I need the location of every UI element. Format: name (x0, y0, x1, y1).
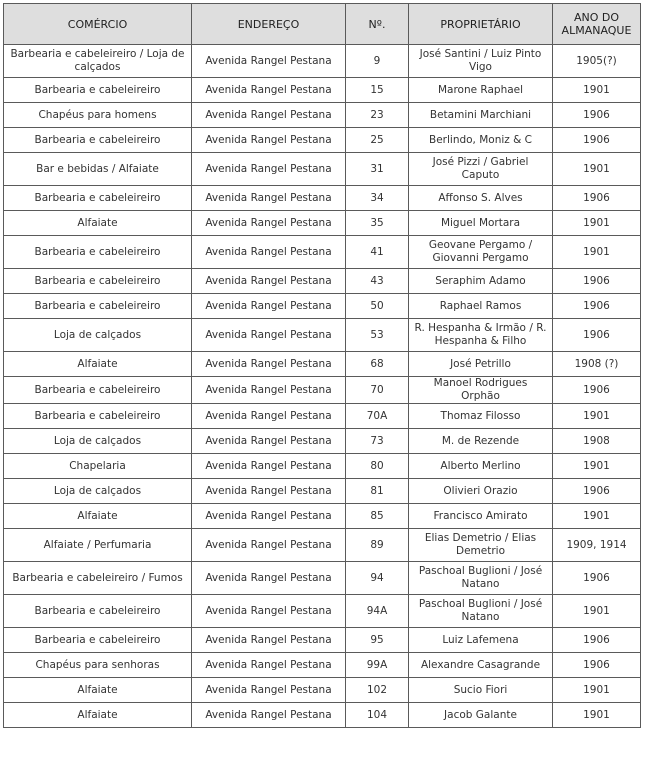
table-row (4, 703, 641, 728)
cell-endereco: Avenida Rangel Pestana (192, 377, 346, 404)
table-row (4, 352, 641, 377)
cell-numero: 15 (346, 78, 409, 103)
cell-ano: 1906 (553, 319, 641, 352)
cell-ano: 1908 (?) (553, 352, 641, 377)
cell-ano: 1901 (553, 404, 641, 429)
cell-ano: 1906 (553, 186, 641, 211)
header-row (4, 4, 641, 45)
cell-proprietario: Sucio Fiori (409, 678, 553, 703)
table-row (4, 454, 641, 479)
cell-endereco: Avenida Rangel Pestana (192, 628, 346, 653)
table-row (4, 103, 641, 128)
cell-comercio: Alfaiate (4, 352, 192, 377)
table-row (4, 595, 641, 628)
cell-endereco: Avenida Rangel Pestana (192, 103, 346, 128)
cell-endereco: Avenida Rangel Pestana (192, 153, 346, 186)
cell-endereco: Avenida Rangel Pestana (192, 211, 346, 236)
cell-proprietario: José Pizzi / Gabriel Caputo (409, 153, 553, 186)
table-row (4, 186, 641, 211)
cell-numero: 85 (346, 504, 409, 529)
cell-proprietario: Francisco Amirato (409, 504, 553, 529)
cell-comercio: Barbearia e cabeleireiro / Fumos (4, 562, 192, 595)
cell-comercio: Barbearia e cabeleireiro / Loja de calçados (4, 45, 192, 78)
table-row (4, 562, 641, 595)
header-proprietario: PROPRIETÁRIO (409, 4, 553, 45)
table-row (4, 653, 641, 678)
table-row (4, 294, 641, 319)
cell-comercio: Barbearia e cabeleireiro (4, 186, 192, 211)
cell-comercio: Loja de calçados (4, 319, 192, 352)
cell-proprietario: Raphael Ramos (409, 294, 553, 319)
cell-numero: 68 (346, 352, 409, 377)
cell-endereco: Avenida Rangel Pestana (192, 78, 346, 103)
cell-ano: 1908 (553, 429, 641, 454)
cell-ano: 1905(?) (553, 45, 641, 78)
cell-endereco: Avenida Rangel Pestana (192, 45, 346, 78)
cell-comercio: Loja de calçados (4, 429, 192, 454)
cell-ano: 1906 (553, 294, 641, 319)
cell-comercio: Alfaiate (4, 504, 192, 529)
cell-comercio: Barbearia e cabeleireiro (4, 128, 192, 153)
cell-comercio: Barbearia e cabeleireiro (4, 404, 192, 429)
cell-endereco: Avenida Rangel Pestana (192, 562, 346, 595)
cell-proprietario: Paschoal Buglioni / José Natano (409, 562, 553, 595)
cell-comercio: Loja de calçados (4, 479, 192, 504)
cell-comercio: Chapéus para homens (4, 103, 192, 128)
cell-proprietario: José Santini / Luiz Pinto Vigo (409, 45, 553, 78)
cell-comercio: Alfaiate (4, 211, 192, 236)
cell-comercio: Barbearia e cabeleireiro (4, 628, 192, 653)
cell-ano: 1906 (553, 377, 641, 404)
header-endereco: ENDEREÇO (192, 4, 346, 45)
cell-ano: 1906 (553, 628, 641, 653)
table-row (4, 628, 641, 653)
table-row (4, 504, 641, 529)
table-row (4, 211, 641, 236)
table-row (4, 153, 641, 186)
table-body (4, 45, 641, 728)
cell-numero: 104 (346, 703, 409, 728)
cell-ano: 1901 (553, 504, 641, 529)
table-row (4, 479, 641, 504)
table-row (4, 429, 641, 454)
cell-comercio: Alfaiate (4, 678, 192, 703)
cell-endereco: Avenida Rangel Pestana (192, 479, 346, 504)
cell-ano: 1906 (553, 562, 641, 595)
cell-endereco: Avenida Rangel Pestana (192, 236, 346, 269)
cell-numero: 53 (346, 319, 409, 352)
cell-endereco: Avenida Rangel Pestana (192, 186, 346, 211)
cell-comercio: Barbearia e cabeleireiro (4, 78, 192, 103)
cell-endereco: Avenida Rangel Pestana (192, 269, 346, 294)
cell-comercio: Barbearia e cabeleireiro (4, 269, 192, 294)
cell-numero: 9 (346, 45, 409, 78)
cell-endereco: Avenida Rangel Pestana (192, 454, 346, 479)
cell-proprietario: Geovane Pergamo / Giovanni Pergamo (409, 236, 553, 269)
cell-proprietario: Berlindo, Moniz & C (409, 128, 553, 153)
cell-endereco: Avenida Rangel Pestana (192, 128, 346, 153)
cell-numero: 41 (346, 236, 409, 269)
cell-comercio: Alfaiate (4, 703, 192, 728)
table-row (4, 269, 641, 294)
cell-proprietario: Manoel Rodrigues Orphão (409, 377, 553, 404)
cell-numero: 31 (346, 153, 409, 186)
cell-comercio: Alfaiate / Perfumaria (4, 529, 192, 562)
table-row (4, 529, 641, 562)
cell-endereco: Avenida Rangel Pestana (192, 703, 346, 728)
table-row (4, 236, 641, 269)
cell-proprietario: José Petrillo (409, 352, 553, 377)
cell-comercio: Barbearia e cabeleireiro (4, 595, 192, 628)
cell-ano: 1901 (553, 236, 641, 269)
cell-endereco: Avenida Rangel Pestana (192, 404, 346, 429)
cell-numero: 95 (346, 628, 409, 653)
cell-proprietario: Luiz Lafemena (409, 628, 553, 653)
cell-proprietario: Alberto Merlino (409, 454, 553, 479)
cell-endereco: Avenida Rangel Pestana (192, 595, 346, 628)
cell-numero: 94 (346, 562, 409, 595)
cell-ano: 1901 (553, 153, 641, 186)
cell-comercio: Barbearia e cabeleireiro (4, 294, 192, 319)
cell-ano: 1901 (553, 454, 641, 479)
table-row (4, 78, 641, 103)
cell-endereco: Avenida Rangel Pestana (192, 294, 346, 319)
cell-numero: 73 (346, 429, 409, 454)
cell-numero: 25 (346, 128, 409, 153)
cell-ano: 1901 (553, 678, 641, 703)
cell-endereco: Avenida Rangel Pestana (192, 429, 346, 454)
cell-ano: 1906 (553, 269, 641, 294)
cell-proprietario: Olivieri Orazio (409, 479, 553, 504)
cell-comercio: Barbearia e cabeleireiro (4, 236, 192, 269)
header-ano: ANO DO ALMANAQUE (553, 4, 641, 45)
cell-ano: 1906 (553, 128, 641, 153)
cell-endereco: Avenida Rangel Pestana (192, 529, 346, 562)
cell-endereco: Avenida Rangel Pestana (192, 653, 346, 678)
cell-numero: 99A (346, 653, 409, 678)
cell-numero: 89 (346, 529, 409, 562)
cell-proprietario: Seraphim Adamo (409, 269, 553, 294)
cell-numero: 34 (346, 186, 409, 211)
commerce-table (3, 3, 641, 728)
cell-endereco: Avenida Rangel Pestana (192, 352, 346, 377)
cell-comercio: Bar e bebidas / Alfaiate (4, 153, 192, 186)
cell-ano: 1901 (553, 78, 641, 103)
header-comercio: COMÉRCIO (4, 4, 192, 45)
cell-proprietario: M. de Rezende (409, 429, 553, 454)
cell-proprietario: Betamini Marchiani (409, 103, 553, 128)
cell-numero: 81 (346, 479, 409, 504)
cell-endereco: Avenida Rangel Pestana (192, 319, 346, 352)
table-row (4, 319, 641, 352)
cell-numero: 70 (346, 377, 409, 404)
cell-numero: 94A (346, 595, 409, 628)
cell-numero: 80 (346, 454, 409, 479)
cell-comercio: Barbearia e cabeleireiro (4, 377, 192, 404)
cell-comercio: Chapéus para senhoras (4, 653, 192, 678)
cell-ano: 1901 (553, 703, 641, 728)
cell-ano: 1906 (553, 479, 641, 504)
cell-proprietario: Marone Raphael (409, 78, 553, 103)
cell-proprietario: Jacob Galante (409, 703, 553, 728)
cell-proprietario: Affonso S. Alves (409, 186, 553, 211)
cell-ano: 1906 (553, 103, 641, 128)
cell-proprietario: Alexandre Casagrande (409, 653, 553, 678)
cell-ano: 1901 (553, 595, 641, 628)
header-numero: Nº. (346, 4, 409, 45)
table-row (4, 404, 641, 429)
cell-numero: 102 (346, 678, 409, 703)
cell-numero: 50 (346, 294, 409, 319)
cell-proprietario: Miguel Mortara (409, 211, 553, 236)
cell-proprietario: Thomaz Filosso (409, 404, 553, 429)
cell-numero: 23 (346, 103, 409, 128)
cell-comercio: Chapelaria (4, 454, 192, 479)
cell-numero: 35 (346, 211, 409, 236)
table-row (4, 128, 641, 153)
cell-numero: 43 (346, 269, 409, 294)
cell-endereco: Avenida Rangel Pestana (192, 678, 346, 703)
cell-numero: 70A (346, 404, 409, 429)
table-row (4, 45, 641, 78)
cell-proprietario: R. Hespanha & Irmão / R. Hespanha & Filho (409, 319, 553, 352)
cell-proprietario: Paschoal Buglioni / José Natano (409, 595, 553, 628)
cell-endereco: Avenida Rangel Pestana (192, 504, 346, 529)
table-row (4, 678, 641, 703)
table-row (4, 377, 641, 404)
cell-proprietario: Elias Demetrio / Elias Demetrio (409, 529, 553, 562)
cell-ano: 1901 (553, 211, 641, 236)
cell-ano: 1909, 1914 (553, 529, 641, 562)
cell-ano: 1906 (553, 653, 641, 678)
